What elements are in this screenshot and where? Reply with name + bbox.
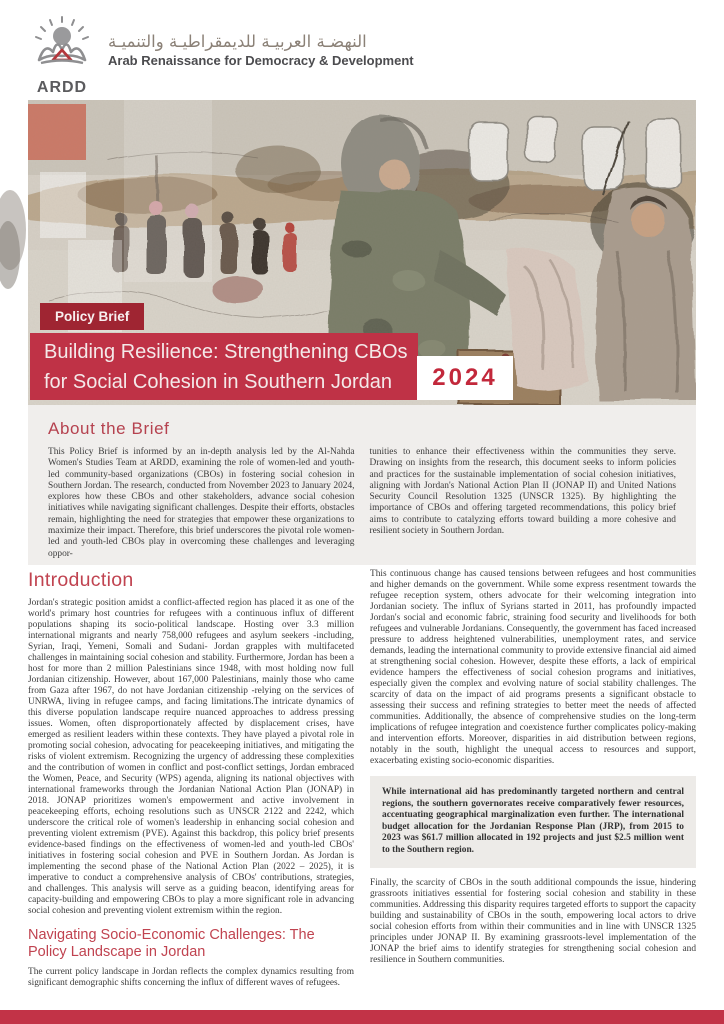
title-line-1: Building Resilience: Strengthening CBOs — [44, 341, 408, 363]
footer-red-bar — [0, 1010, 724, 1024]
ardd-logo-icon — [30, 16, 94, 97]
logo-arabic-name: النهضـة العربيـة للديمقراطيـة والتنميـة — [108, 32, 367, 51]
introduction-heading: Introduction — [28, 569, 134, 591]
title-line-2: for Social Cohesion in Southern Jordan — [44, 371, 392, 393]
logo-text-block — [108, 16, 414, 68]
introduction-paragraph: Jordan's strategic position amidst a conflict-affected region has placed it as one of the world's primary host countries for refugees with a continuous influx of different populations shaping its socio-political landscape. Hosting over 3.3 million international migrants and nearly 758,000 refugees and asylum seekers -including, Syrian, Iraqi, Yemeni, Somali and Sudani- Jordan grapples with multifaceted challenges in maintaining social cohesion and stability. Furthermore, Jordan has been a host for more than 2 million Palestinians since 1948, with most holding now full Jordanian citizenship. However, about 167,000 Palestinians, mainly those who came from Gaza after 1967, do not have Jordanian citizenship -relying on the services of UNRWA, living in refugee camps, and facing limitations.The intricate dynamics of this diverse population landscape require nuanced approaches to address pressing issues. Women, often disproportionately affected by displacement crises, have emerged as resilient leaders within these contexts. They have played a pivotal role in promoting social cohesion, advocating for peacekeeping initiatives, and mitigating the risks of violent extremism. Recognizing the urgency of addressing these complexities and the contribution of women in conflict and post-conflict settings, Jordan embraced the Women, Peace, and Security (WPS) agenda, aligning its national objectives with international frameworks through the Jordanian National Action Plan (JONAP) in 2018. JONAP prioritizes women's empowerment and active involvement in peacekeeping efforts, echoing resolutions such as UNSCR 2122 and 2242, which underscore the critical role of women's leadership in enhancing social cohesion and preventing violent extremism (PVE). Against this backdrop, this policy brief presents evidence-based findings on the effectiveness of women-led and youth-led CBOs' initiatives in fostering social cohesion and PVE in Southern Jordan. As Jordan is implementing the second phase of the National Action Plan (2022 – 2025), it is imperative to conduct a comprehensive analysis of CBOs' contributions, strategies, and challenges. This analysis will serve as a guiding beacon, identifying areas for capacity-building and empowering CBOs to play a more significant role in advancing social cohesion and preventing violent extremism within the region. — [28, 598, 354, 916]
year-badge: 2024 — [417, 356, 513, 400]
left-column — [28, 569, 354, 1010]
about-heading: About the Brief — [48, 419, 170, 438]
socio-economic-heading: Navigating Socio-Economic Challenges: The Policy Landscape in Jordan — [28, 927, 315, 960]
policy-brief-label: Policy Brief — [40, 303, 144, 330]
sun-mountain-icon — [31, 16, 93, 76]
aid-allocation-callout: While international aid has predominantly targeted northern and central regions, the southern governorates receive comparatively fewer resources, accentuating geographical marginalization even further. The international budget allocation for the Jordanian Response Plan (JRP), from 2015 to 2023 was $61.7 million allocated in 192 projects and just $2.5 million went to the Southern region. — [370, 776, 696, 868]
right-column — [370, 569, 696, 1010]
cbo-scarcity-paragraph: Finally, the scarcity of CBOs in the south additional compounds the issue, hindering grassroots initiatives essential for fostering social cohesion and stability in these communities. Addressing this disparity requires targeted efforts to support the capacity building and sustainability of CBOs in the south, empowering local actors to drive social cohesion efforts from within their communities and in line with UNSCR 1325 principles under JONAP II. By examining grassroots-level implementation of the JONAP the brief aims to identify strategies for strengthening social cohesion and resilience in Southern communities. — [370, 877, 696, 965]
document-title — [30, 333, 418, 400]
ardd-acronym: ARDD — [36, 79, 88, 96]
ardd-logo — [30, 16, 414, 97]
about-column-2: tunities to enhance their effectiveness within the communities they serve. Drawing on insights from the research, this document seeks to inform policies and practices for the sustainable implementation of social cohesion initiatives, aligning with Jordan's National Action Plan II (JONAP II) and United Nations Security Council Resolution 1325 (UNSCR 1325). By highlighting the importance of CBOs and offering targeted recommendations, this policy brief aims to contribute to catalyzing efforts toward building a more cohesive and resilient society in Southern Jordan. — [369, 447, 676, 537]
socio-economic-paragraph: The current policy landscape in Jordan reflects the complex dynamics resulting from significant demographic shifts concerning the influx of different waves of refugees. — [28, 967, 354, 988]
logo-english-name: Arab Renaissance for Democracy & Development — [108, 53, 414, 68]
continuous-change-paragraph: This continuous change has caused tensions between refugees and host communities and higher demands on the government. While some express resentment towards the refugee reception system, others advocate for their welcoming integration into Jordanian society. The influx of Syrians started in 2011, has profoundly impacted Jordan's social and economic fabric, straining food security and livelihoods for both refugees and vulnerable Jordanians. Consequently, the government has faced increased pressure to address heightened vulnerabilities, unemployment rates, and service demands, leading the international community to provide extensive financial aid aimed at strengthening social cohesion. However, despite these efforts, a lack of empirical evidence hampers the effectiveness of social cohesion programs and initiatives, especially given the complex and evolving nature of social stability challenges. The scarcity of data on the impact of aid programs presents a significant obstacle to assessing their success and refining strategies to better meet the needs of affected communities. Additionally, the absence of comprehensive studies on the long-term implications of refugee integration and coexistence further complicates policy-making and intervention efforts. Moreover, disparities in aid distribution between regions, notably in the south, highlight the unequal access to resources and support, exacerbating existing socio-economic disparities. — [370, 569, 696, 766]
about-section — [28, 405, 696, 565]
sketch-figure-left-bleed — [0, 175, 28, 305]
about-column-1: This Policy Brief is informed by an in-depth analysis led by the Al-Nahda Women's Studies Team at ARDD, examining the role of women-led and youth-led community-based organizations (CBOs) in fostering social cohesion in Southern Jordan. The research, conducted from November 2023 to January 2024, explores how these CBOs and other stakeholders, advance social cohesion initiatives while navigating significant challenges. Despite their efforts, obstacles remain, highlighting the need for strategies that empower these organizations to maximize their impact. Therefore, this brief underscores the pivotal role women-led and youth-led CBOs play in overcoming these challenges and leveraging oppor- — [48, 447, 355, 559]
main-body — [28, 569, 696, 1010]
